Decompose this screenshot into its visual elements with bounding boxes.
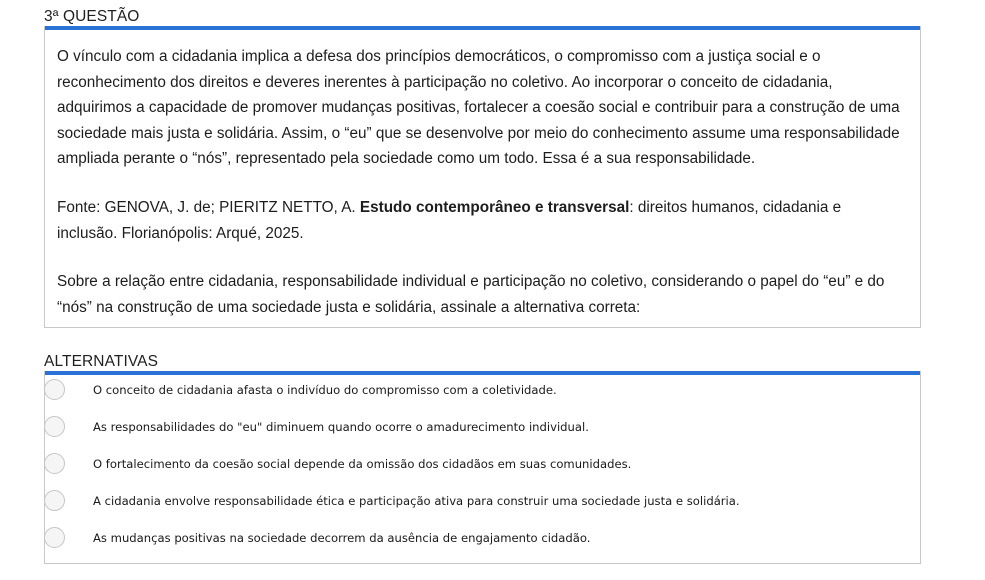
radio-button-icon[interactable] [44, 453, 65, 474]
alternative-option[interactable] [45, 482, 920, 519]
alternative-label: O fortalecimento da coesão social depende da omissão dos cidadãos em suas comunidades. [93, 456, 632, 471]
source-prefix: Fonte: GENOVA, J. de; PIERITZ NETTO, A. [57, 198, 360, 216]
alternative-label: As mudanças positivas na sociedade decorrem da ausência de engajamento cidadão. [93, 530, 591, 545]
alternative-option[interactable] [45, 445, 920, 482]
alternative-label: A cidadania envolve responsabilidade ética e participação ativa para construir uma sociedade justa e solidária. [93, 493, 740, 508]
question-statement-text: O vínculo com a cidadania implica a defesa dos princípios democráticos, o compromisso com a justiça social e o reconhecimento dos direitos e deveres inerentes à participação no coletivo. Ao incorporar o conceito de cidadania, adquirimos a capacidade de promover mudanças positivas, fortalecer a coesão social e contribuir para a construção de uma sociedade mais justa e solidária. Assim, o “eu” que se desenvolve por meio do conhecimento assume uma responsabilidade ampliada perante o “nós”, representado pela sociedade como um todo. Essa é a sua responsabilidade. [57, 48, 900, 168]
question-prompt-text: Sobre a relação entre cidadania, responsabilidade individual e participação no coletivo, considerando o papel do “eu” e do “nós” na construção de uma sociedade justa e solidária, assinale a alternativa correta: [57, 273, 885, 316]
alternatives-panel [44, 371, 921, 564]
radio-button-icon[interactable] [44, 490, 65, 511]
radio-button-icon[interactable] [44, 379, 65, 400]
radio-button-icon[interactable] [44, 416, 65, 437]
source-suffix: : direitos humanos, cidadania e inclusão. Florianópolis: Arqué, 2025. [57, 198, 842, 242]
alternatives-list [45, 371, 920, 563]
question-source-citation [57, 195, 904, 246]
alternative-label: As responsabilidades do "eu" diminuem quando ocorre o amadurecimento individual. [93, 419, 589, 434]
alternatives-heading: ALTERNATIVAS [44, 353, 159, 370]
question-panel [44, 26, 921, 328]
question-panel-accent-bar [45, 26, 920, 30]
alternative-label: O conceito de cidadania afasta o indivíduo do compromisso com a coletividade. [93, 382, 557, 397]
alternative-option[interactable] [45, 408, 920, 445]
question-heading: 3ª QUESTÃO [44, 8, 140, 25]
alternative-option[interactable] [45, 519, 920, 556]
radio-button-icon[interactable] [44, 527, 65, 548]
alternative-option[interactable] [45, 371, 920, 408]
source-title: Estudo contemporâneo e transversal [359, 198, 630, 216]
